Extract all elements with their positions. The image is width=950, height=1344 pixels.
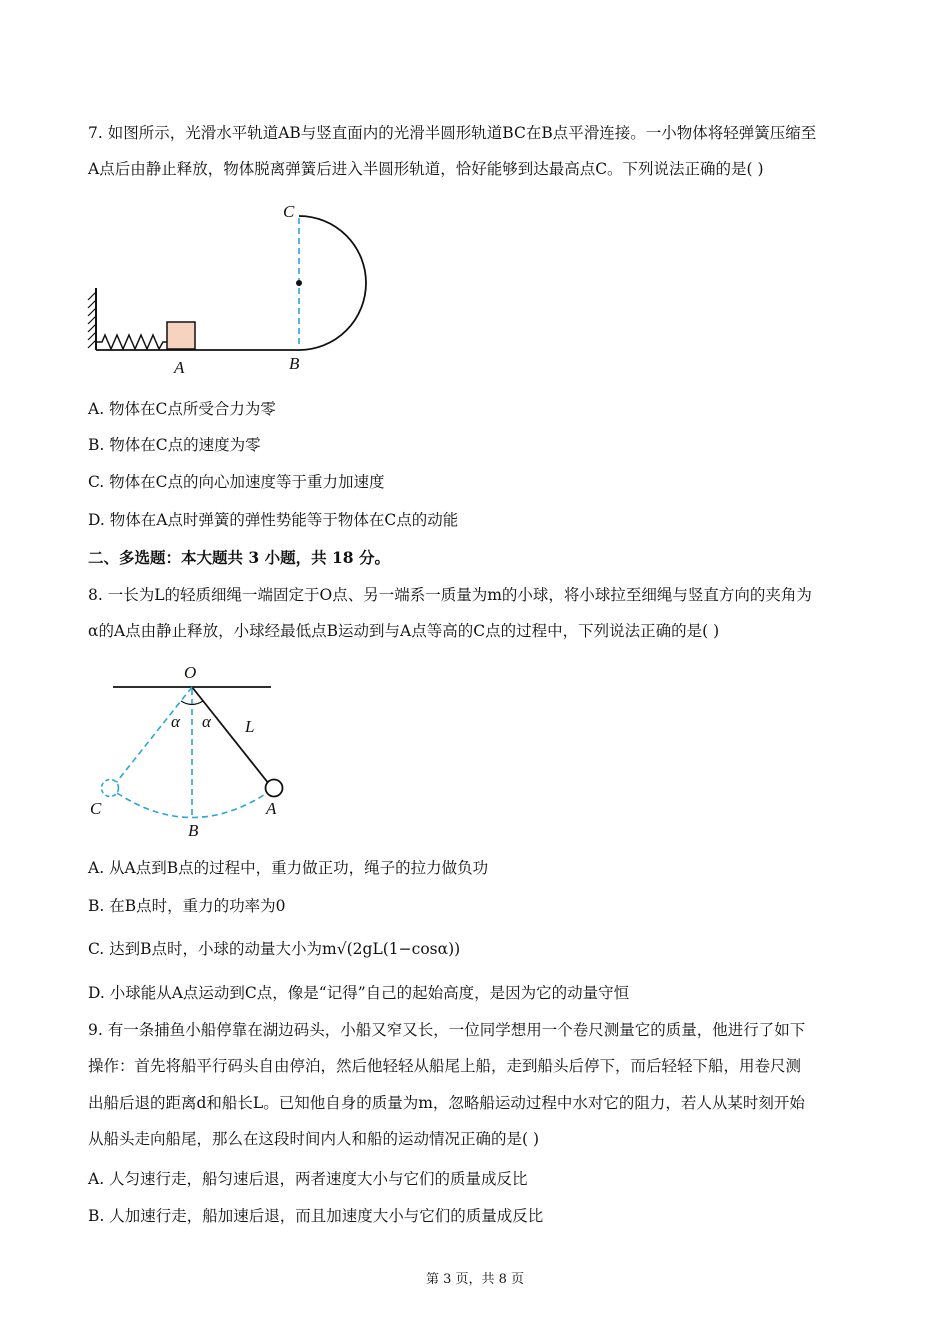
q9-stem-line-3: 出船后退的距离d和船长L。已知他自身的质量为m，忽略船运动过程中水对它的阻力，若人从某时刻开始 bbox=[88, 1094, 805, 1112]
q9-option-a: A. 人匀速行走，船匀速后退，两者速度大小与它们的质量成反比 bbox=[88, 1170, 528, 1188]
page-footer: 第 3 页，共 8 页 bbox=[425, 1272, 525, 1287]
q7-option-c: C. 物体在C点的向心加速度等于重力加速度 bbox=[88, 473, 385, 491]
spring bbox=[96, 335, 167, 349]
ball-c bbox=[102, 780, 119, 797]
section-heading: 二、多选题：本大题共 3 小题，共 18 分。 bbox=[88, 548, 390, 567]
ball-a bbox=[266, 780, 283, 797]
q9-stem-line-2: 操作：首先将船平行码头自由停泊，然后他轻轻从船尾上船，走到船头后停下，而后轻轻下船，用卷尺测 bbox=[88, 1057, 802, 1075]
label-b: B bbox=[289, 354, 300, 373]
rope-dashed bbox=[115, 687, 192, 784]
q8-option-d: D. 小球能从A点运动到C点，像是“记得”自己的起始高度，是因为它的动量守恒 bbox=[88, 984, 630, 1002]
label-a: A bbox=[266, 799, 277, 818]
label-a: A bbox=[174, 358, 185, 377]
label-c: C bbox=[90, 799, 102, 818]
q7-option-d: D. 物体在A点时弹簧的弹性势能等于物体在C点的动能 bbox=[88, 511, 459, 529]
label-b: B bbox=[188, 821, 199, 840]
q9-stem-line-4: 从船头走向船尾，那么在这段时间内人和船的运动情况正确的是( ) bbox=[88, 1130, 540, 1148]
label-alpha-left: α bbox=[171, 712, 180, 731]
semicircle-track bbox=[299, 216, 366, 350]
q7-stem-line-2: A点后由静止释放，物体脱离弹簧后进入半圆形轨道，恰好能够到达最高点C。下列说法正确的是( ) bbox=[88, 160, 764, 178]
q8-option-c: C. 达到B点时，小球的动量大小为m√(2gL(1−cosα)) bbox=[88, 940, 461, 958]
q7-option-b: B. 物体在C点的速度为零 bbox=[88, 436, 261, 454]
block bbox=[167, 322, 195, 349]
center-point bbox=[296, 280, 302, 286]
q8-stem-line-2: α的A点由静止释放，小球经最低点B运动到与A点等高的C点的过程中，下列说法正确的是( ) bbox=[88, 622, 720, 640]
label-c: C bbox=[283, 202, 295, 221]
q8-option-b: B. 在B点时，重力的功率为0 bbox=[88, 897, 286, 915]
label-alpha-right: α bbox=[202, 712, 211, 731]
q9-stem-line-1: 9. 有一条捕鱼小船停靠在湖边码头，小船又窄又长，一位同学想用一个卷尺测量它的质量，他进行了如下 bbox=[88, 1021, 806, 1039]
rope bbox=[192, 687, 269, 784]
q8-option-a: A. 从A点到B点的过程中，重力做正功，绳子的拉力做负功 bbox=[88, 859, 489, 877]
q7-figure bbox=[82, 196, 382, 381]
label-o: O bbox=[184, 663, 197, 682]
q7-option-a: A. 物体在C点所受合力为零 bbox=[88, 400, 276, 418]
q8-figure bbox=[85, 656, 285, 846]
q7-stem-line-1: 7. 如图所示，光滑水平轨道AB与竖直面内的光滑半圆形轨道BC在B点平滑连接。一小物体将轻弹簧压缩至 bbox=[88, 124, 817, 142]
q9-option-b: B. 人加速行走，船加速后退，而且加速度大小与它们的质量成反比 bbox=[88, 1207, 544, 1225]
label-l: L bbox=[245, 717, 255, 736]
q8-stem-line-1: 8. 一长为L的轻质细绳一端固定于O点、另一端系一质量为m的小球，将小球拉至细绳与竖直方向的夹角为 bbox=[88, 586, 812, 604]
wall-hatching bbox=[88, 292, 96, 348]
